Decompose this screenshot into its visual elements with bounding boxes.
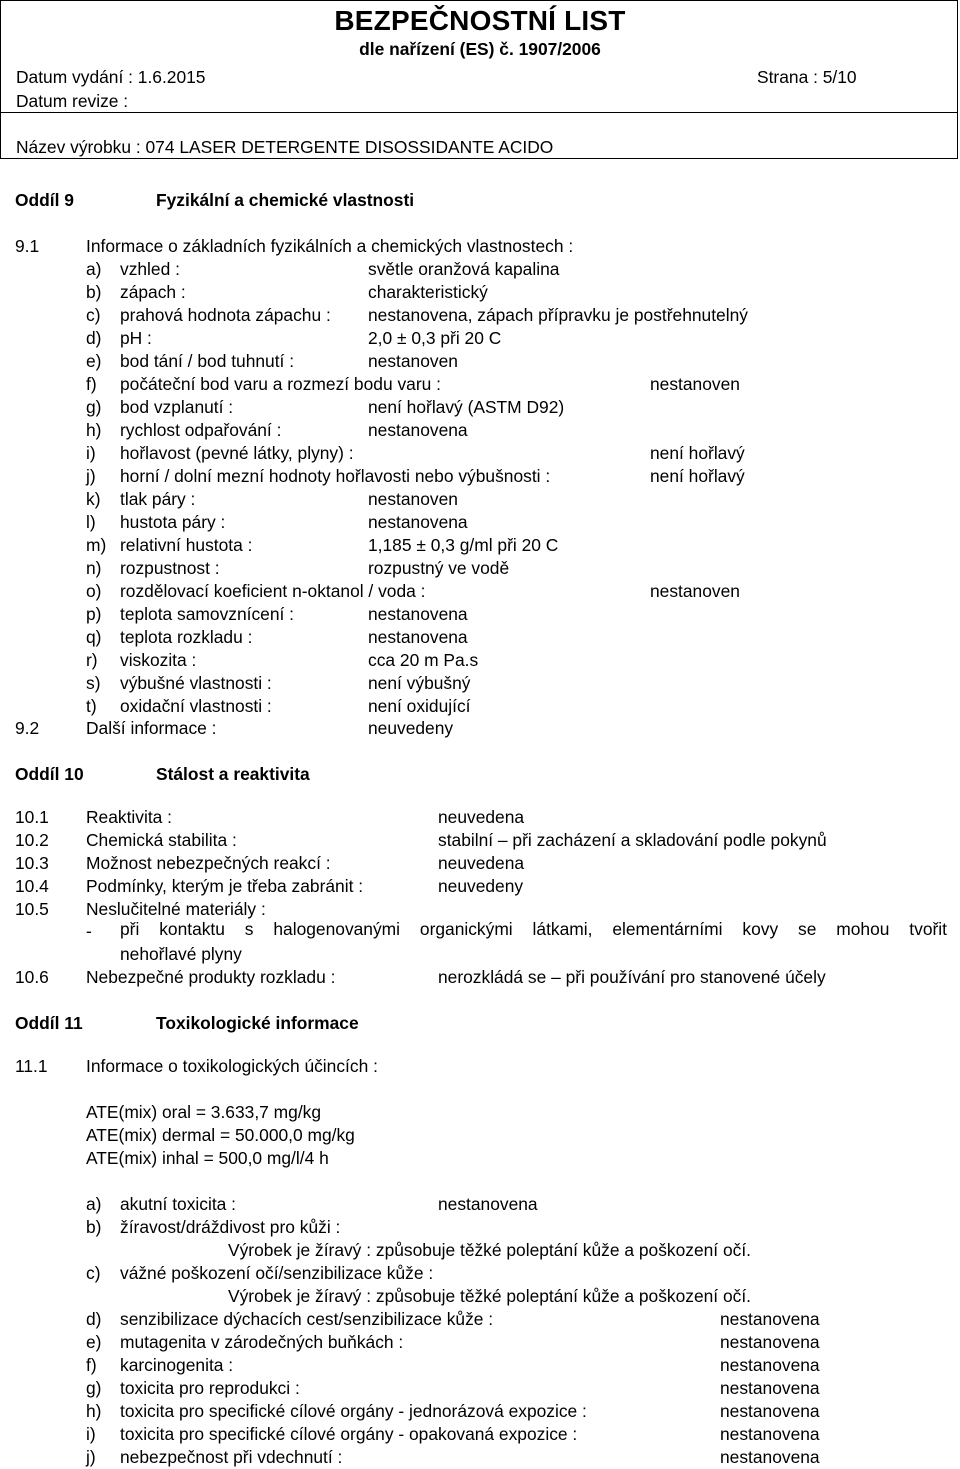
- tox-label-c: vážné poškození očí/senzibilizace kůže :: [120, 1263, 434, 1283]
- tox-letter: i): [86, 1424, 96, 1444]
- page-number: Strana : 5/10: [757, 67, 857, 87]
- incompatible-materials-text-line2: nehořlavé plyny: [120, 944, 242, 964]
- property-label: relativní hustota :: [120, 535, 253, 555]
- property-value: 2,0 ± 0,3 při 20 C: [368, 328, 502, 348]
- subsection-value: stabilní – při zacházení a skladování podle pokynů: [438, 830, 827, 850]
- property-letter: g): [86, 397, 102, 417]
- property-label: prahová hodnota zápachu :: [120, 305, 331, 325]
- tox-label: karcinogenita :: [120, 1355, 234, 1375]
- tox-letter: f): [86, 1355, 97, 1375]
- property-letter: t): [86, 696, 97, 716]
- property-letter: i): [86, 443, 96, 463]
- property-label: bod tání / bod tuhnutí :: [120, 351, 295, 371]
- subsection-9-2-label: Další informace :: [86, 718, 217, 738]
- subsection-value: neuvedena: [438, 853, 525, 873]
- tox-letter: d): [86, 1309, 102, 1329]
- subsection-11-1-text: Informace o toxikologických účincích :: [86, 1056, 378, 1076]
- property-value: není hořlavý (ASTM D92): [368, 397, 565, 417]
- property-value: nestanoven: [650, 374, 740, 394]
- property-value: nestanoven: [368, 351, 458, 371]
- property-value: nestanovena, zápach přípravku je postřehnutelný: [368, 305, 748, 325]
- subsection-9-2-value: neuvedeny: [368, 718, 454, 738]
- tox-label-b: žíravost/dráždivost pro kůži :: [120, 1217, 341, 1237]
- property-label: pH :: [120, 328, 152, 348]
- ate-inhal: ATE(mix) inhal = 500,0 mg/l/4 h: [86, 1148, 329, 1168]
- tox-label: toxicita pro specifické cílové orgány - opakovaná expozice :: [120, 1424, 578, 1444]
- property-letter: s): [86, 673, 101, 693]
- ate-dermal: ATE(mix) dermal = 50.000,0 mg/kg: [86, 1125, 355, 1145]
- subsection-value: neuvedena: [438, 807, 525, 827]
- property-value: není hořlavý: [650, 443, 745, 463]
- property-value: nestanoven: [368, 489, 458, 509]
- property-label: teplota rozkladu :: [120, 627, 253, 647]
- property-label: počáteční bod varu a rozmezí bodu varu :: [120, 374, 441, 394]
- header-divider: [1, 112, 957, 113]
- subsection-number: 10.4: [15, 876, 49, 896]
- property-label: rozpustnost :: [120, 558, 220, 578]
- subsection-9-1-number: 9.1: [15, 236, 40, 256]
- subsection-9-2-number: 9.2: [15, 718, 40, 738]
- property-value: nestanovena: [368, 627, 468, 647]
- ate-oral: ATE(mix) oral = 3.633,7 mg/kg: [86, 1102, 322, 1122]
- section-10-number: Oddíl 10: [15, 764, 84, 784]
- section-9-title: Fyzikální a chemické vlastnosti: [156, 190, 415, 210]
- property-value: nestanovena: [368, 420, 468, 440]
- property-value: nestanovena: [368, 512, 468, 532]
- subsection-number: 10.5: [15, 899, 49, 919]
- property-label: výbušné vlastnosti :: [120, 673, 272, 693]
- tox-letter: g): [86, 1378, 102, 1398]
- tox-label: toxicita pro specifické cílové orgány - jednorázová expozice :: [120, 1401, 587, 1421]
- section-11-title: Toxikologické informace: [156, 1013, 359, 1033]
- section-10-title: Stálost a reaktivita: [156, 764, 310, 784]
- subsection-number: 10.3: [15, 853, 49, 873]
- tox-label-a: akutní toxicita :: [120, 1194, 236, 1214]
- property-letter: h): [86, 420, 102, 440]
- section-11-number: Oddíl 11: [15, 1013, 83, 1033]
- subsection-9-1-text: Informace o základních fyzikálních a chemických vlastnostech :: [86, 236, 574, 256]
- subsection-label: Podmínky, kterým je třeba zabránit :: [86, 876, 364, 896]
- property-label: horní / dolní mezní hodnoty hořlavosti nebo výbušnosti :: [120, 466, 551, 486]
- property-letter: d): [86, 328, 102, 348]
- property-value: není oxidující: [368, 696, 471, 716]
- subsection-number: 10.2: [15, 830, 49, 850]
- property-letter: q): [86, 627, 102, 647]
- regulation-subtitle: dle nařízení (ES) č. 1907/2006: [359, 39, 601, 59]
- section-9-number: Oddíl 9: [15, 190, 74, 210]
- tox-label: nebezpečnost při vdechnutí :: [120, 1447, 343, 1467]
- tox-value: nestanovena: [720, 1309, 820, 1329]
- tox-letter: j): [86, 1447, 96, 1467]
- property-label: rychlost odpařování :: [120, 420, 282, 440]
- incompatible-materials-text-line1: při kontaktu s halogenovanými organickými látkami, elementárními kovy se mohou tvořit: [120, 919, 947, 939]
- property-letter: l): [86, 512, 96, 532]
- property-letter: a): [86, 259, 102, 279]
- tox-letter: e): [86, 1332, 102, 1352]
- subsection-10-6-label: Nebezpečné produkty rozkladu :: [86, 967, 336, 987]
- property-letter: j): [86, 466, 96, 486]
- revision-date: Datum revize :: [16, 91, 129, 111]
- tox-label: senzibilizace dýchacích cest/senzibilizace kůže :: [120, 1309, 494, 1329]
- tox-letter-b: b): [86, 1217, 102, 1237]
- product-name: Název výrobku : 074 LASER DETERGENTE DISOSSIDANTE ACIDO: [16, 137, 554, 157]
- tox-value: nestanovena: [720, 1332, 820, 1352]
- tox-letter-c: c): [86, 1263, 101, 1283]
- document-header: [0, 0, 958, 159]
- property-letter: m): [86, 535, 107, 555]
- property-label: oxidační vlastnosti :: [120, 696, 272, 716]
- subsection-label: Chemická stabilita :: [86, 830, 237, 850]
- property-letter: p): [86, 604, 102, 624]
- property-value: rozpustný ve vodě: [368, 558, 510, 578]
- tox-detail-b: Výrobek je žíravý : způsobuje těžké poleptání kůže a poškození očí.: [228, 1240, 751, 1260]
- property-label: rozdělovací koeficient n-oktanol / voda :: [120, 581, 426, 601]
- tox-label: toxicita pro reprodukci :: [120, 1378, 300, 1398]
- property-label: vzhled :: [120, 259, 180, 279]
- property-letter: k): [86, 489, 101, 509]
- property-letter: o): [86, 581, 102, 601]
- incompatible-dash: -: [86, 921, 92, 941]
- property-value: nestanovena: [368, 604, 468, 624]
- property-value: není výbušný: [368, 673, 471, 693]
- subsection-label: Neslučitelné materiály :: [86, 899, 266, 919]
- property-letter: n): [86, 558, 102, 578]
- tox-letter-a: a): [86, 1194, 102, 1214]
- tox-value: nestanovena: [720, 1378, 820, 1398]
- property-letter: c): [86, 305, 101, 325]
- subsection-10-6-number: 10.6: [15, 967, 49, 987]
- tox-detail-c: Výrobek je žíravý : způsobuje těžké poleptání kůže a poškození očí.: [228, 1286, 751, 1306]
- tox-value: nestanovena: [720, 1401, 820, 1421]
- property-label: teplota samovznícení :: [120, 604, 294, 624]
- subsection-10-6-value: nerozkládá se – při používání pro stanovené účely: [438, 967, 826, 987]
- property-label: zápach :: [120, 282, 186, 302]
- tox-label: mutagenita v zárodečných buňkách :: [120, 1332, 404, 1352]
- tox-value: nestanovena: [720, 1355, 820, 1375]
- tox-value: nestanovena: [720, 1424, 820, 1444]
- property-value: světle oranžová kapalina: [368, 259, 560, 279]
- subsection-label: Reaktivita :: [86, 807, 173, 827]
- property-label: viskozita :: [120, 650, 197, 670]
- subsection-value: neuvedeny: [438, 876, 524, 896]
- subsection-11-1-number: 11.1: [15, 1056, 48, 1076]
- property-label: bod vzplanutí :: [120, 397, 234, 417]
- tox-value-a: nestanovena: [438, 1194, 538, 1214]
- property-label: hustota páry :: [120, 512, 226, 532]
- document-title: BEZPEČNOSTNÍ LIST: [334, 5, 626, 36]
- property-value: cca 20 m Pa.s: [368, 650, 479, 670]
- property-value: není hořlavý: [650, 466, 745, 486]
- tox-letter: h): [86, 1401, 102, 1421]
- property-letter: e): [86, 351, 102, 371]
- property-value: charakteristický: [368, 282, 488, 302]
- tox-value: nestanovena: [720, 1447, 820, 1467]
- property-value: 1,185 ± 0,3 g/ml při 20 C: [368, 535, 559, 555]
- issue-date: Datum vydání : 1.6.2015: [16, 67, 206, 87]
- property-label: hořlavost (pevné látky, plyny) :: [120, 443, 354, 463]
- property-value: nestanoven: [650, 581, 740, 601]
- property-letter: b): [86, 282, 102, 302]
- subsection-label: Možnost nebezpečných reakcí :: [86, 853, 331, 873]
- property-letter: r): [86, 650, 98, 670]
- property-letter: f): [86, 374, 97, 394]
- subsection-number: 10.1: [15, 807, 49, 827]
- property-label: tlak páry :: [120, 489, 196, 509]
